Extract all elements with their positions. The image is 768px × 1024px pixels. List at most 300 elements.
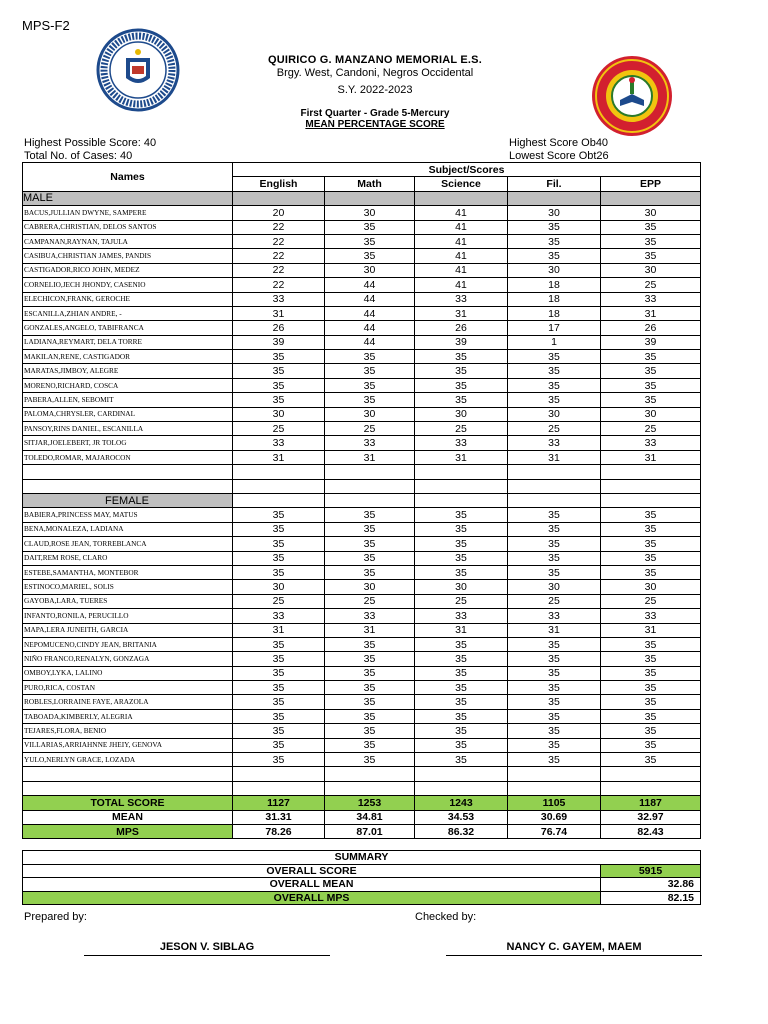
score-cell: 35 [325,378,415,392]
score-cell: 22 [233,234,325,248]
blank-cell [23,781,233,795]
score-cell: 35 [601,364,701,378]
score-cell: 44 [325,278,415,292]
blank-cell [325,479,415,493]
score-cell: 35 [508,666,601,680]
score-cell: 30 [325,580,415,594]
student-name: CLAUD,ROSE JEAN, TORREBLANCA [23,537,233,551]
score-cell: 35 [508,695,601,709]
score-cell: 35 [508,724,601,738]
score-cell: 35 [601,738,701,752]
score-cell: 35 [325,522,415,536]
score-cell: 35 [233,695,325,709]
section-cell [415,493,508,507]
student-name: PURO,RICA, COSTAN [23,681,233,695]
score-cell: 35 [325,681,415,695]
blank-cell [415,465,508,479]
student-row [23,623,701,637]
blank-cell [23,465,233,479]
section-cell [508,191,601,205]
score-cell: 44 [325,321,415,335]
highest-score-obtained: Highest Score Ob40 [509,137,609,149]
prepared-by-label: Prepared by: [24,911,87,923]
score-cell: 25 [508,422,601,436]
score-cell: 35 [508,738,601,752]
blank-cell [325,767,415,781]
score-cell: 35 [415,364,508,378]
score-cell: 35 [508,508,601,522]
score-cell: 35 [508,637,601,651]
blank-cell [508,479,601,493]
totals-label: MEAN [23,810,233,824]
score-cell: 41 [415,206,508,220]
score-cell: 30 [508,263,601,277]
student-row [23,234,701,248]
score-cell: 41 [415,234,508,248]
overall-mean-label: OVERALL MEAN [23,878,601,892]
score-cell: 35 [508,378,601,392]
score-cell: 30 [508,206,601,220]
score-cell: 35 [508,393,601,407]
student-row [23,580,701,594]
student-row [23,753,701,767]
student-row [23,522,701,536]
score-cell: 18 [508,306,601,320]
score-cell: 35 [415,666,508,680]
student-row [23,292,701,306]
score-cell: 33 [415,609,508,623]
score-cell: 35 [601,537,701,551]
score-cell: 35 [508,652,601,666]
student-name: TABOADA,KIMBERLY, ALEGRIA [23,709,233,723]
blank-cell [508,465,601,479]
score-cell: 35 [415,695,508,709]
quarter-line: First Quarter - Grade 5-Mercury [300,108,450,119]
overall-mean-value: 32.86 [601,878,701,892]
score-cell: 35 [601,565,701,579]
score-cell: 25 [325,594,415,608]
school-year: S.Y. 2022-2023 [337,84,413,96]
score-cell: 35 [325,565,415,579]
blank-cell [415,781,508,795]
score-cell: 30 [601,407,701,421]
score-cell: 35 [233,637,325,651]
school-name: QUIRICO G. MANZANO MEMORIAL E.S. [268,54,482,66]
score-cell: 35 [233,508,325,522]
score-cell: 33 [415,436,508,450]
score-cell: 35 [601,637,701,651]
blank-cell [233,767,325,781]
score-cell: 31 [508,623,601,637]
totals-value: 34.53 [415,810,508,824]
score-cell: 30 [601,263,701,277]
score-cell: 35 [415,753,508,767]
score-cell: 30 [415,580,508,594]
student-name: PALOMA,CHRYSLER, CARDINAL [23,407,233,421]
score-cell: 22 [233,220,325,234]
female-section-row [23,493,701,507]
student-row [23,422,701,436]
student-row [23,551,701,565]
section-cell [601,191,701,205]
student-row [23,206,701,220]
score-cell: 35 [233,565,325,579]
score-cell: 31 [508,450,601,464]
score-cell: 35 [508,364,601,378]
form-code: MPS-F2 [22,18,70,33]
score-cell: 35 [508,537,601,551]
checked-by-name: NANCY C. GAYEM, MAEM [446,941,702,956]
student-name: ROBLES,LORRAINE FAYE, ARAZOLA [23,695,233,709]
score-cell: 35 [233,537,325,551]
student-name: NEPOMUCENO,CINDY JEAN, BRITANIA [23,637,233,651]
student-name: BABIERA,PRINCESS MAY, MATUS [23,508,233,522]
score-cell: 35 [325,709,415,723]
score-cell: 35 [325,637,415,651]
score-cell: 35 [233,393,325,407]
student-row [23,306,701,320]
score-cell: 35 [325,220,415,234]
score-cell: 35 [415,637,508,651]
student-name: CAMPANAN,RAYNAN, TAJULA [23,234,233,248]
blank-cell [415,479,508,493]
score-cell: 35 [233,364,325,378]
score-cell: 25 [601,278,701,292]
blank-cell [601,781,701,795]
blank-row [23,781,701,795]
totals-value: 34.81 [325,810,415,824]
blank-cell [233,781,325,795]
blank-cell [601,465,701,479]
deped-seal-icon [96,28,180,112]
score-cell: 30 [508,407,601,421]
score-cell: 35 [415,551,508,565]
school-address: Brgy. West, Candoni, Negros Occidental [276,67,474,79]
student-row [23,263,701,277]
student-name: PABERA,ALLEN, SEBOMIT [23,393,233,407]
score-cell: 44 [325,335,415,349]
score-cell: 35 [415,378,508,392]
scores-table [22,162,701,839]
score-cell: 35 [233,724,325,738]
blank-cell [233,465,325,479]
score-cell: 35 [508,551,601,565]
student-name: CABRERA,CHRISTIAN, DELOS SANTOS [23,220,233,234]
student-row [23,220,701,234]
totals-value: 78.26 [233,824,325,838]
score-cell: 33 [601,292,701,306]
section-cell [233,493,325,507]
student-row [23,609,701,623]
score-cell: 35 [415,522,508,536]
subject-header: Science [415,177,508,191]
blank-cell [325,781,415,795]
student-row [23,364,701,378]
student-row [23,407,701,421]
score-cell: 41 [415,249,508,263]
score-cell: 35 [233,666,325,680]
student-row [23,436,701,450]
score-cell: 35 [508,249,601,263]
student-name: ELECHICON,FRANK, GEROCHE [23,292,233,306]
score-cell: 33 [601,609,701,623]
score-cell: 25 [601,422,701,436]
totals-value: 1127 [233,796,325,810]
score-cell: 35 [325,738,415,752]
score-cell: 25 [415,594,508,608]
score-cell: 35 [508,709,601,723]
score-cell: 35 [508,681,601,695]
score-cell: 35 [601,249,701,263]
score-cell: 35 [233,681,325,695]
student-name: INFANTO,RONILA, PERUCILLO [23,609,233,623]
overall-score-value: 5915 [601,864,701,878]
score-cell: 20 [233,206,325,220]
student-name: GONZALES,ANGELO, TABIFRANCA [23,321,233,335]
score-cell: 25 [233,594,325,608]
score-cell: 35 [325,508,415,522]
score-cell: 18 [508,278,601,292]
score-cell: 35 [325,364,415,378]
score-cell: 35 [601,681,701,695]
score-cell: 35 [415,724,508,738]
score-cell: 35 [233,652,325,666]
score-cell: 35 [508,753,601,767]
summary-table [22,850,701,905]
total-cases: Total No. of Cases: 40 [24,150,133,162]
mps-row [23,824,701,838]
score-cell: 17 [508,321,601,335]
score-cell: 35 [415,350,508,364]
student-row [23,681,701,695]
score-cell: 35 [601,551,701,565]
totals-value: 31.31 [233,810,325,824]
blank-row [23,479,701,493]
blank-cell [23,767,233,781]
score-cell: 35 [415,393,508,407]
score-cell: 39 [233,335,325,349]
score-cell: 31 [415,306,508,320]
score-cell: 33 [508,609,601,623]
score-cell: 30 [233,407,325,421]
score-cell: 30 [325,263,415,277]
checked-by-label: Checked by: [415,911,477,923]
summary-title: SUMMARY [23,851,701,865]
score-cell: 35 [601,695,701,709]
score-cell: 25 [601,594,701,608]
student-row [23,738,701,752]
student-name: ESTEBE,SAMANTHA, MONTEBOR [23,565,233,579]
totals-value: 32.97 [601,810,701,824]
student-name: OMBOY,LYKA, LALINO [23,666,233,680]
student-row [23,652,701,666]
score-cell: 39 [415,335,508,349]
score-cell: 35 [233,709,325,723]
totals-value: 82.43 [601,824,701,838]
section-cell [601,493,701,507]
score-cell: 31 [233,623,325,637]
student-name: CASTIGADOR,RICO JOHN, MEDEZ [23,263,233,277]
score-cell: 35 [415,565,508,579]
score-cell: 31 [325,623,415,637]
student-row [23,278,701,292]
male-section-label: MALE [23,191,233,205]
student-row [23,594,701,608]
subject-header: English [233,177,325,191]
score-cell: 35 [233,378,325,392]
totals-value: 1253 [325,796,415,810]
student-name: LADIANA,REYMART, DELA TORRE [23,335,233,349]
section-cell [233,191,325,205]
total-score-row [23,796,701,810]
student-name: DAIT,REM ROSE, CLARO [23,551,233,565]
score-cell: 31 [415,623,508,637]
score-cell: 41 [415,263,508,277]
student-name: BACUS,JULLIAN DWYNE, SAMPERE [23,206,233,220]
score-cell: 35 [325,350,415,364]
score-cell: 26 [233,321,325,335]
overall-mps-value: 82.15 [601,891,701,905]
score-cell: 35 [325,695,415,709]
highest-possible-score: Highest Possible Score: 40 [24,137,157,149]
score-cell: 35 [508,350,601,364]
student-row [23,695,701,709]
score-cell: 30 [233,580,325,594]
score-cell: 35 [601,666,701,680]
school-seal-icon [590,54,674,138]
score-cell: 30 [325,206,415,220]
blank-row [23,767,701,781]
student-name: MARATAS,JIMBOY, ALEGRE [23,364,233,378]
student-name: MAKILAN,RENE, CASTIGADOR [23,350,233,364]
subject-header: EPP [601,177,701,191]
subject-header: Math [325,177,415,191]
student-name: ESTINOCO,MARIEL, SOLIS [23,580,233,594]
score-cell: 31 [415,450,508,464]
student-row [23,724,701,738]
blank-cell [601,479,701,493]
student-row [23,537,701,551]
score-cell: 25 [325,422,415,436]
score-cell: 35 [325,666,415,680]
totals-value: 30.69 [508,810,601,824]
totals-value: 1187 [601,796,701,810]
score-cell: 31 [601,306,701,320]
score-cell: 35 [325,652,415,666]
blank-cell [508,767,601,781]
overall-score-label: OVERALL SCORE [23,864,601,878]
score-cell: 35 [325,753,415,767]
score-cell: 33 [415,292,508,306]
student-name: NIÑO FRANCO,RENALYN, GONZAGA [23,652,233,666]
prepared-by-name: JESON V. SIBLAG [84,941,330,956]
score-cell: 31 [601,450,701,464]
blank-cell [508,781,601,795]
score-cell: 35 [601,508,701,522]
totals-value: 1105 [508,796,601,810]
score-cell: 33 [325,436,415,450]
section-cell [325,191,415,205]
score-cell: 35 [601,753,701,767]
score-cell: 33 [601,436,701,450]
totals-value: 87.01 [325,824,415,838]
score-cell: 26 [601,321,701,335]
score-cell: 35 [325,537,415,551]
score-cell: 35 [415,681,508,695]
score-cell: 22 [233,278,325,292]
student-name: SITJAR,JOELEBERT, JR TOLOG [23,436,233,450]
section-cell [508,493,601,507]
score-cell: 35 [233,350,325,364]
score-cell: 30 [325,407,415,421]
score-cell: 39 [601,335,701,349]
score-cell: 30 [508,580,601,594]
score-cell: 35 [325,234,415,248]
score-cell: 35 [601,220,701,234]
score-cell: 35 [601,234,701,248]
student-name: PANSOY,RINS DANIEL, ESCANILLA [23,422,233,436]
student-name: VILLARIAS,ARRIAHNNE JHEIY, GENOVA [23,738,233,752]
score-cell: 35 [233,753,325,767]
score-cell: 33 [325,609,415,623]
score-cell: 35 [508,220,601,234]
student-name: BENA,MONALEZA, LADIANA [23,522,233,536]
subject-header: Fil. [508,177,601,191]
student-name: MORENO,RICHARD, COSCA [23,378,233,392]
lowest-score-obtained: Lowest Score Obt26 [509,150,609,162]
male-section-row [23,191,701,205]
score-cell: 30 [601,580,701,594]
score-cell: 25 [233,422,325,436]
score-cell: 35 [415,508,508,522]
score-cell: 35 [601,393,701,407]
totals-label: TOTAL SCORE [23,796,233,810]
student-row [23,666,701,680]
score-cell: 41 [415,278,508,292]
blank-cell [415,767,508,781]
score-cell: 22 [233,263,325,277]
score-cell: 33 [233,292,325,306]
score-cell: 33 [233,609,325,623]
score-cell: 30 [415,407,508,421]
totals-value: 1243 [415,796,508,810]
student-name: CORNELIO,JECH JHONDY, CASENIO [23,278,233,292]
score-cell: 35 [601,652,701,666]
score-cell: 31 [233,306,325,320]
student-row [23,321,701,335]
blank-cell [233,479,325,493]
score-cell: 31 [601,623,701,637]
score-cell: 35 [601,522,701,536]
student-row [23,508,701,522]
student-name: ESCANILLA,ZHIAN ANDRE, - [23,306,233,320]
score-cell: 35 [325,551,415,565]
score-cell: 18 [508,292,601,306]
score-cell: 35 [325,393,415,407]
header-row [23,163,701,177]
blank-cell [23,479,233,493]
score-cell: 31 [233,450,325,464]
student-row [23,350,701,364]
blank-row [23,465,701,479]
student-row [23,450,701,464]
score-cell: 25 [508,594,601,608]
score-cell: 35 [415,537,508,551]
score-cell: 35 [508,565,601,579]
score-cell: 35 [415,738,508,752]
score-cell: 35 [415,709,508,723]
student-name: GAYOBA,LARA, TUERES [23,594,233,608]
